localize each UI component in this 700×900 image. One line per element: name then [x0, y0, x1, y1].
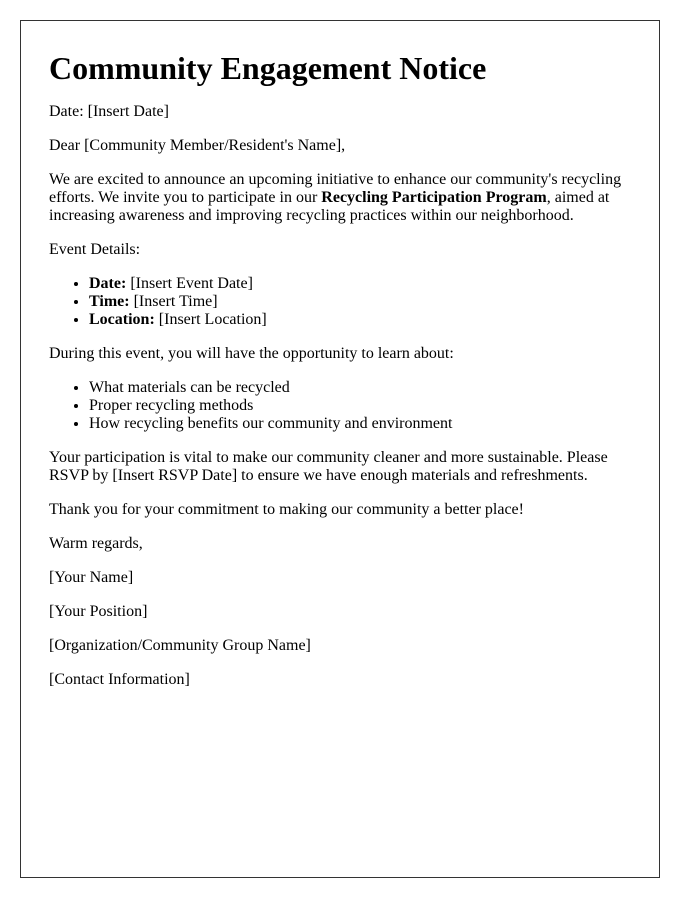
intro-text-after: , aimed at increasing awareness and improving recycling practices within our neighborhood. [49, 189, 610, 224]
event-details-heading: Event Details: [49, 241, 141, 258]
event-detail-date [89, 275, 631, 293]
date-line: Date: [Insert Date] [49, 103, 169, 120]
event-detail-time [89, 293, 631, 311]
closing: Warm regards, [49, 535, 143, 552]
event-detail-label: Date: [89, 275, 127, 292]
signature-position: [Your Position] [49, 603, 148, 620]
program-name: Recycling Participation Program [321, 189, 547, 206]
intro-paragraph [49, 171, 631, 225]
notice-document [20, 20, 660, 878]
greeting: Dear [Community Member/Resident's Name], [49, 137, 346, 154]
event-detail-value: [Insert Event Date] [126, 275, 253, 292]
event-details-list [49, 275, 631, 329]
intro-text-before: We are excited to announce an upcoming initiative to enhance our community's recycling efforts. We invite you to participate in our [49, 171, 622, 206]
notice-title: Community Engagement Notice [49, 50, 487, 86]
participation-paragraph: Your participation is vital to make our community cleaner and more sustainable. Please RSVP by [Insert RSVP Date] to ensure we have enough materials and refreshments. [49, 449, 608, 484]
event-detail-location [89, 311, 631, 329]
event-detail-value: [Insert Time] [129, 293, 218, 310]
event-detail-value: [Insert Location] [154, 311, 267, 328]
list-item: • What materials can be recycled [89, 379, 631, 397]
list-item: • Proper recycling methods [89, 397, 631, 415]
signature-contact: [Contact Information] [49, 671, 190, 688]
event-detail-label: Time: [89, 293, 130, 310]
signature-name: [Your Name] [49, 569, 134, 586]
list-item: • How recycling benefits our community and environment [89, 415, 631, 433]
learn-list [49, 379, 631, 433]
thanks-paragraph: Thank you for your commitment to making our community a better place! [49, 501, 524, 518]
event-detail-label: Location: [89, 311, 155, 328]
learn-heading: During this event, you will have the opportunity to learn about: [49, 345, 454, 362]
signature-organization: [Organization/Community Group Name] [49, 637, 311, 654]
